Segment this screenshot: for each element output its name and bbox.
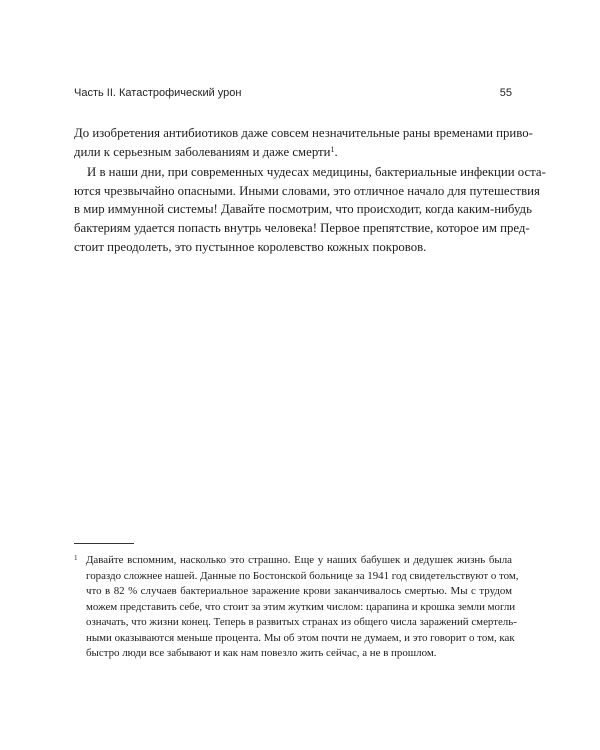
footnote-text [74,553,519,662]
paragraph-1-line [74,143,512,164]
footnote-line: ными оказываются меньше процента. Мы об этом почти не думаем, и это говорит о том, как [86,631,515,644]
footnote-divider [74,543,134,544]
main-text [74,124,546,256]
paragraph-2-line: в мир иммунной системы! Давайте посмотрим, что происходит, когда каким-нибудь [74,202,532,217]
running-header [74,87,512,105]
paragraph-2-line: бактериям удается попасть внутрь человека! Первое препятствие, которое им пред- [74,220,530,235]
paragraph-1-text: дили к серьезным заболеваниям и даже смерти [74,144,331,159]
running-title: Часть II. Катастрофический урон [74,87,242,99]
footnote-line: Давайте вспомним, насколько это страшно. Еще у наших бабушек и дедушек жизнь была [86,554,512,566]
footnote-line: означать, что жизни конец. Теперь в развитых странах из общего числа заражений смертель- [86,616,517,628]
paragraph-1-line: До изобретения антибиотиков даже совсем незначительные раны временами приво- [74,126,533,140]
paragraph-2-line: ются чрезвычайно опасными. Иными словами, это отличное начало для путешествия [74,183,540,198]
footnote-line: гораздо сложнее нашей. Данные по Бостонской больнице за 1941 год свидетельствуют о том, [86,569,519,582]
footnote-reference: 1 [330,144,335,154]
footnote-line: быстро люди все забывают и как нам повезло жить сейчас, а не в прошлом. [86,647,437,659]
footnote-line: что в 82 % случаев бактериальное заражение крови заканчивалось смертью. Мы с трудом [86,585,512,597]
paragraph-1-end: . [334,144,338,159]
page-number: 55 [499,87,512,99]
paragraph-2-line: стоит преодолеть, это пустынное королевство кожных покровов. [74,239,427,254]
footnote-line: можем представить себе, что стоит за этим жутким числом: царапина и крошка земли могли [86,600,516,613]
footnote-marker: 1 [74,554,78,562]
footnote [74,553,519,662]
paragraph-2-line: И в наши дни, при современных чудесах медицины, бактериальные инфекции оста- [87,165,546,180]
